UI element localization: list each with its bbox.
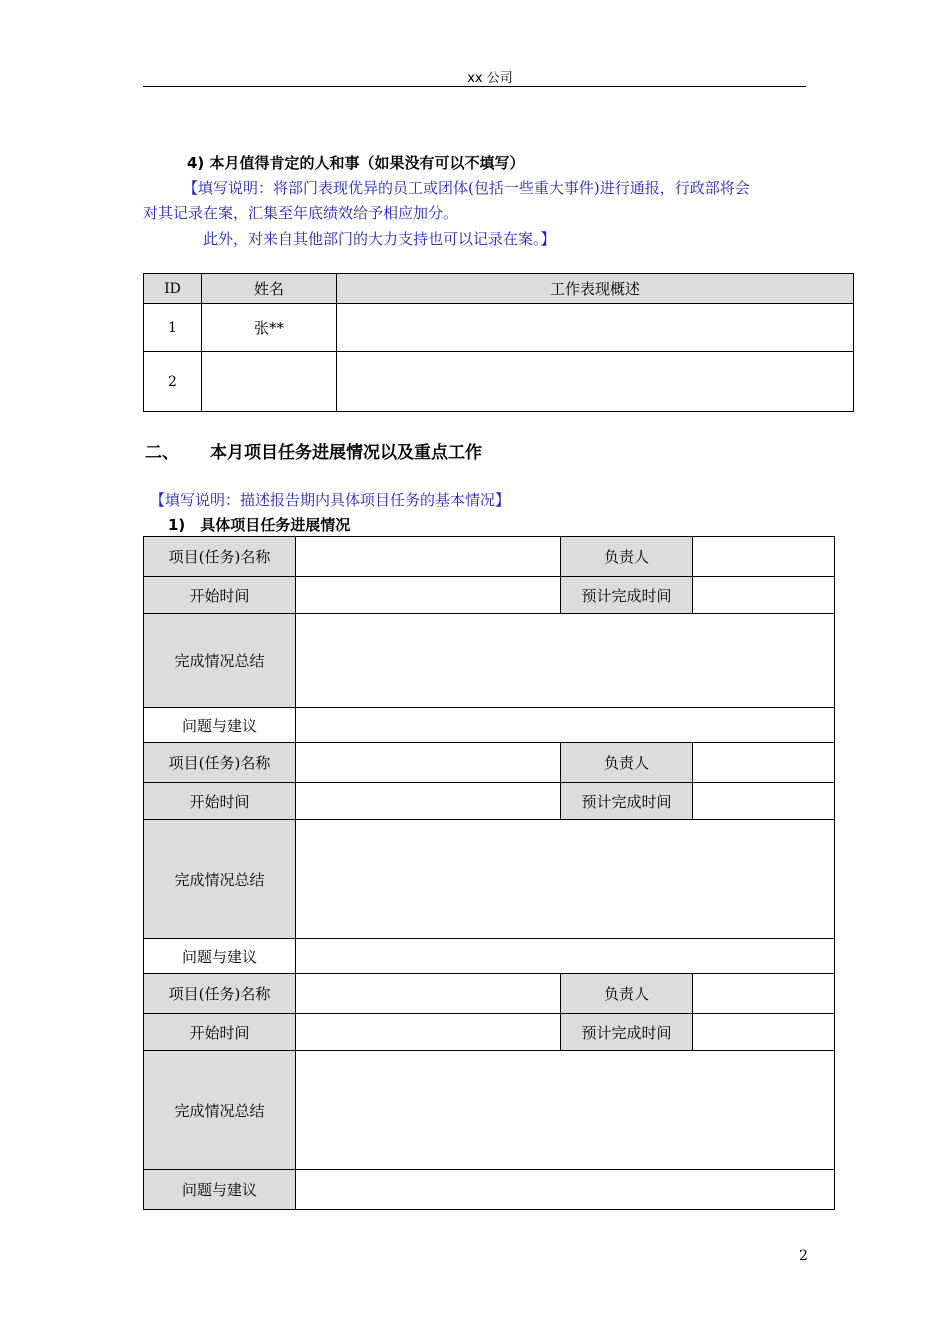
table-row [144,304,854,352]
label-start-time: 开始时间 [144,783,296,820]
label-issues: 问题与建议 [144,708,296,743]
issues-row [144,939,835,974]
cell-id: 1 [144,304,202,352]
label-start-time: 开始时间 [144,1014,296,1051]
recognition-table [143,273,854,412]
input-expected-finish[interactable] [693,1014,835,1051]
item-1-title: 1) 具体项目任务进展情况 [168,516,351,534]
project-name-row [144,537,835,577]
fill-note-line-3: 此外，对来自其他部门的大力支持也可以记录在案。】 [203,230,556,248]
input-issues[interactable] [296,939,835,974]
cell-summary[interactable] [337,352,854,412]
label-owner: 负责人 [561,537,693,577]
input-start-time[interactable] [296,783,561,820]
input-project-name[interactable] [296,537,561,577]
input-issues[interactable] [296,1170,835,1210]
issues-row [144,1170,835,1210]
label-start-time: 开始时间 [144,577,296,614]
cell-id: 2 [144,352,202,412]
label-project-name: 项目(任务)名称 [144,743,296,783]
issues-row [144,708,835,743]
summary-row [144,820,835,939]
input-summary[interactable] [296,614,835,708]
input-owner[interactable] [693,743,835,783]
cell-name[interactable]: 张** [202,304,337,352]
project-name-row [144,974,835,1014]
label-expected-finish: 预计完成时间 [561,1014,693,1051]
label-issues: 问题与建议 [144,939,296,974]
label-summary: 完成情况总结 [144,1051,296,1170]
time-row [144,783,835,820]
input-expected-finish[interactable] [693,577,835,614]
table-header-row [144,274,854,304]
label-owner: 负责人 [561,743,693,783]
col-header-name: 姓名 [202,274,337,304]
page-number: 2 [799,1248,808,1264]
input-project-name[interactable] [296,974,561,1014]
time-row [144,1014,835,1051]
input-owner[interactable] [693,974,835,1014]
fill-note-line-1: 【填写说明：将部门表现优异的员工或团体(包括一些重大事件)进行通报，行政部将会 [183,179,750,197]
input-summary[interactable] [296,820,835,939]
input-start-time[interactable] [296,577,561,614]
input-issues[interactable] [296,708,835,743]
section-2-number: 二、 [145,443,179,463]
fill-note-section-2: 【填写说明：描述报告期内具体项目任务的基本情况】 [150,491,511,509]
label-summary: 完成情况总结 [144,614,296,708]
input-expected-finish[interactable] [693,783,835,820]
project-progress-table [143,536,835,1210]
label-project-name: 项目(任务)名称 [144,537,296,577]
header-rule [143,86,806,87]
project-name-row [144,743,835,783]
cell-summary[interactable] [337,304,854,352]
input-project-name[interactable] [296,743,561,783]
table-row [144,352,854,412]
label-expected-finish: 预计完成时间 [561,783,693,820]
label-expected-finish: 预计完成时间 [561,577,693,614]
label-summary: 完成情况总结 [144,820,296,939]
cell-name[interactable] [202,352,337,412]
col-header-summary: 工作表现概述 [337,274,854,304]
section-2-title: 本月项目任务进展情况以及重点工作 [210,443,482,463]
time-row [144,577,835,614]
summary-row [144,1051,835,1170]
fill-note-line-2: 对其记录在案，汇集至年底绩效给予相应加分。 [143,204,459,222]
label-project-name: 项目(任务)名称 [144,974,296,1014]
label-owner: 负责人 [561,974,693,1014]
company-header: xx 公司 [467,71,513,86]
input-start-time[interactable] [296,1014,561,1051]
label-issues: 问题与建议 [144,1170,296,1210]
section-4-heading: 4) 本月值得肯定的人和事（如果没有可以不填写） [187,154,525,172]
col-header-id: ID [144,274,202,304]
summary-row [144,614,835,708]
input-owner[interactable] [693,537,835,577]
input-summary[interactable] [296,1051,835,1170]
